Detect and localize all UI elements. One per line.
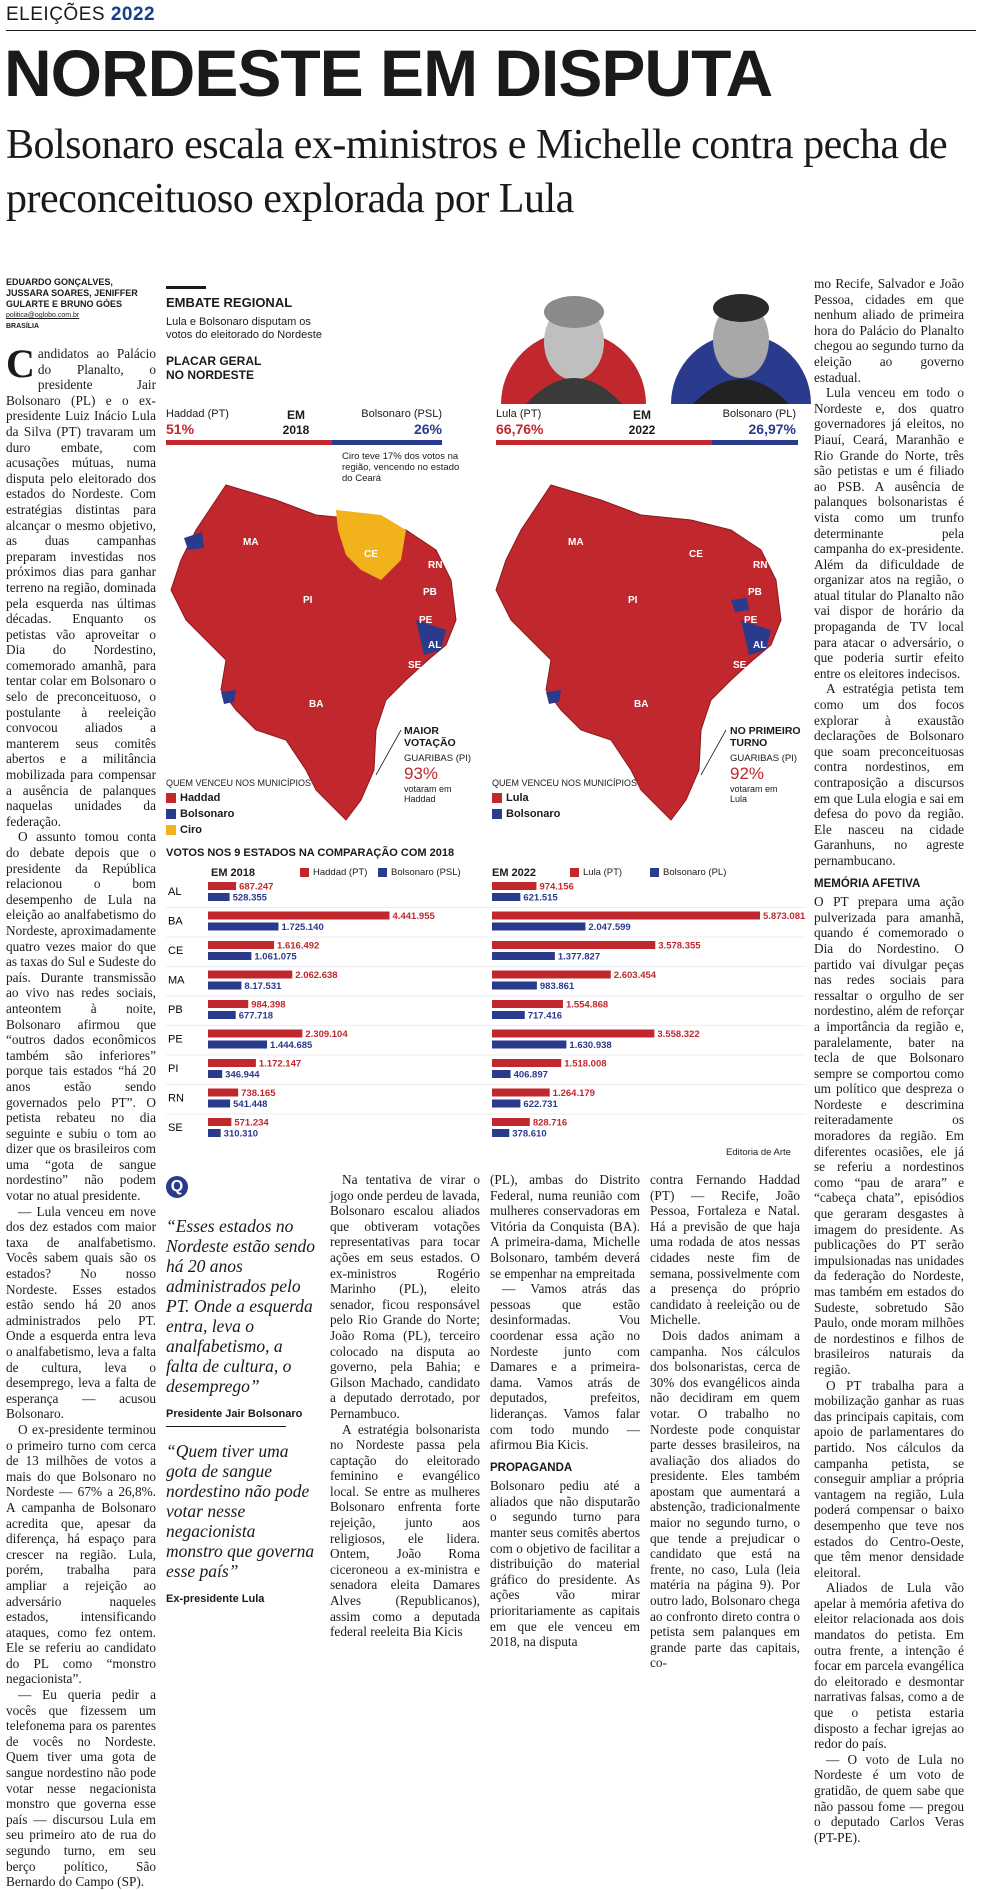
right-cand1: Lula (PT) xyxy=(496,408,542,420)
right-highlight-place: GUARIBAS (PI) xyxy=(730,753,798,764)
map-2018-blue-area xyxy=(221,690,236,704)
guaribas-pointer xyxy=(701,730,726,775)
bar-bolsonaro-pl-2022-ce xyxy=(492,952,555,960)
bar-value-label: 687.247 xyxy=(239,881,274,893)
paragraph: A estratégia bolsonarista no Nordeste passa pela captação do eleitorado feminino e evangélico local. Se entre as mulheres Bolsonaro enfrenta forte rejeição, junto aos religiosos, ele lidera. Ontem, João Roma ciceroneou a ex-ministra e senadora eleita Damares Alves (Republicanos), assim como a deputada federal reeleita Bia Kicis xyxy=(330,1421,480,1640)
bar-value-label: 1.616.492 xyxy=(277,940,320,952)
state-label-se: SE xyxy=(408,660,422,671)
infographic xyxy=(166,280,806,1160)
bar-value-label: 984.398 xyxy=(251,999,286,1011)
paragraph: O ex-presidente terminou o primeiro turno com cerca de 13 milhões de votos a mais do que Bolsonaro no Nordeste — 67% a 26,8%. A campanha de Bolsonaro acredita que, apesar da diferença, há espaço para crescer na região. Lula, porém, trabalha para ampliar a rejeição ao adversário naqueles estados, intensificando ataques, como fez ontem. Ele se referiu ao candidato do PL como “monstro negacionista”. xyxy=(6,1421,156,1687)
state-label-pi: PI xyxy=(303,595,313,606)
left-highlight-pct: 93% xyxy=(404,764,439,783)
bar-bolsonaro-psl-2018-pe xyxy=(208,1041,267,1049)
bars-left-legend-2: Bolsonaro (PSL) xyxy=(378,866,461,879)
state-label-ce: CE xyxy=(364,549,378,560)
paragraph: Na tentativa de virar o jogo onde perdeu de lavada, Bolsonaro escalou aliados que obtiveram votações representativas para tocar ações em seus estados. O ex-ministros Rogério Marinho (PL), eleito senador, ficou responsável pelo Rio Grande do Norte; João Roma (PL), terceiro colocado na disputa ao governo, pela Bahia; e Gilson Machado, candidato a deputado derrotado, por Pernambuco. xyxy=(330,1172,480,1421)
bar-value-label: 541.448 xyxy=(233,1099,268,1110)
bar-value-label: 1.061.075 xyxy=(254,951,297,963)
bar-value-label: 310.310 xyxy=(223,1128,259,1140)
bar-haddad-pt-2018-pb xyxy=(208,1000,248,1008)
bar-lula-pt-2022-ba xyxy=(492,912,760,920)
paragraph: — O voto de Lula no Nordeste é um voto de gratidão, de quem sabe que não passou fome — pregou o deputado Carlos Veras (PT-PE). xyxy=(814,1751,964,1845)
left-year-label: EM xyxy=(287,408,305,422)
bars-right-legend-2: Bolsonaro (PL) xyxy=(650,866,726,879)
legend-swatch-blue xyxy=(378,868,387,877)
bar-bolsonaro-pl-2022-al xyxy=(492,893,520,901)
kicker-label: ELEIÇÕES xyxy=(6,4,106,25)
paragraph: (PL), ambas do Distrito Federal, numa reunião com mulheres conservadoras em Vitória da Conquista (BA). A primeira-dama, Michelle Bolsonaro, também deverá se empenhar na empreitada xyxy=(490,1172,640,1281)
article-column-3 xyxy=(330,1172,480,1640)
bar-value-label: 1.725.140 xyxy=(281,922,324,933)
lula-portrait-icon xyxy=(496,282,651,404)
bar-lula-pt-2022-ce xyxy=(492,941,655,949)
bar-lula-pt-2022-pb xyxy=(492,1000,563,1008)
state-label-pi: PI xyxy=(628,595,638,606)
state-label-pe: PE xyxy=(419,615,433,626)
bar-category-label: PE xyxy=(168,1033,183,1046)
legend-swatch-red xyxy=(492,793,502,803)
quote-1: “Esses estados no Nordeste estão sendo há 20 anos administrados pelo PT. Onde a esquerda entra, leva o analfabetismo, a falta de cultura, o desemprego” xyxy=(166,1216,316,1396)
bar-bolsonaro-pl-2022-pe xyxy=(492,1041,566,1049)
article-column-4 xyxy=(490,1172,640,1650)
state-label-ce: CE xyxy=(689,549,703,560)
bars-chart xyxy=(166,880,806,1150)
right-cand1-pct: 66,76% xyxy=(496,421,544,437)
legend-swatch-blue xyxy=(650,868,659,877)
dropcap: C xyxy=(6,341,35,386)
left-legend-bolsonaro: Bolsonaro xyxy=(166,807,234,821)
legend-swatch-blue xyxy=(492,809,502,819)
bar-value-label: 571.234 xyxy=(234,1117,269,1129)
bar-value-label: 677.718 xyxy=(238,1010,274,1022)
bar-bolsonaro-psl-2018-ma xyxy=(208,982,241,990)
bar-value-label: 406.897 xyxy=(513,1069,548,1081)
bar-value-label: 1.377.827 xyxy=(557,951,601,963)
left-cand2-pct: 26% xyxy=(413,421,442,437)
map-2022-blue-area xyxy=(546,690,561,704)
quote-box xyxy=(166,1176,316,1605)
bar-value-label: 5.873.081 xyxy=(763,911,806,922)
legend-swatch-red xyxy=(570,868,579,877)
bar-lula-pt-2022-rn xyxy=(492,1089,550,1097)
infographic-title: EMBATE REGIONAL xyxy=(166,295,293,310)
bars-left-header: EM 2018 xyxy=(211,867,256,879)
bar-category-label: PB xyxy=(168,1004,183,1016)
paragraph: Lula venceu em todo o Nordeste e, dos quatro governadores já eleitos, no Piauí, Ceará, Maranhão e Rio Grande do Norte, três são petistas e um é filiado ao PSB. A ausência de palanques bolsonaristas é vista como um trunfo determinante pela campanha do ex-presidente. Além da dificuldade de organizar atos na região, o atual titular do Planalto não vai dispor de horário da propaganda de TV local para atacar o adversário, o que poderia surtir efeito entre os eleitores indecisos. xyxy=(814,385,964,681)
bar-bolsonaro-psl-2018-se xyxy=(208,1129,221,1137)
bar-value-label: 983.861 xyxy=(539,981,575,992)
state-label-rn: RN xyxy=(753,560,768,571)
left-year: 2018 xyxy=(282,423,310,437)
right-highlight-desc: votaram em Lula xyxy=(730,784,778,804)
kicker-year: 2022 xyxy=(110,4,156,25)
right-year-label: EM xyxy=(633,408,651,422)
guaribas-pointer xyxy=(376,730,401,775)
paragraph: O assunto tomou conta do debate depois que o presidente da República relacionou o bom desempenho de Lula na eleição ao analfabetismo do Nordeste, aproximadamente quatro vezes maior do que as taxas do Sul e Sudeste do país. Durante transmissão ao vivo nas redes sociais, anteontem à noite, Bolsonaro afirmou que “outros dados econômicos também são inferiores” porque tais estados “há 20 anos estão sendo governados pelo PT”. O petista rebateu no dia seguinte e subiu o tom ao dizer que os brasileiros com uma “gota de sangue nordestino” não podem votar no atual presidente. xyxy=(6,829,156,1204)
paragraph: mo Recife, Salvador e João Pessoa, cidades em que nenhum aliado de primeira hora do Palácio do Planalto chegou ao segundo turno da eleição ao governo estadual. xyxy=(814,276,964,385)
bar-value-label: 1.518.008 xyxy=(564,1058,607,1070)
left-legend-haddad: Haddad xyxy=(166,791,220,805)
bar-value-label: 1.264.179 xyxy=(552,1088,595,1099)
bar-lula-pt-2022-pi xyxy=(492,1059,561,1067)
right-bar-lula xyxy=(496,440,712,445)
left-cand1-pct: 51% xyxy=(166,421,195,437)
bar-value-label: 828.716 xyxy=(532,1117,568,1129)
bar-value-label: 8.17.531 xyxy=(244,981,282,992)
bar-bolsonaro-psl-2018-pi xyxy=(208,1070,222,1078)
bar-bolsonaro-psl-2018-ba xyxy=(208,923,278,931)
article-column-6 xyxy=(814,276,964,1845)
bar-haddad-pt-2018-ba xyxy=(208,912,390,920)
section-title-propaganda: PROPAGANDA xyxy=(490,1461,573,1474)
left-cand1: Haddad (PT) xyxy=(166,408,229,420)
bar-value-label: 1.630.938 xyxy=(569,1040,612,1051)
quote-2: “Quem tiver uma gota de sangue nordestino não pode votar nesse negacionista monstro que governa esse país” xyxy=(166,1441,315,1581)
legend-swatch-red xyxy=(166,793,176,803)
state-label-rn: RN xyxy=(428,560,443,571)
bar-haddad-pt-2018-pi xyxy=(208,1059,256,1067)
state-label-pb: PB xyxy=(748,587,762,598)
bar-value-label: 622.731 xyxy=(523,1099,558,1110)
bar-category-label: MA xyxy=(168,974,185,987)
byline xyxy=(6,277,156,332)
bar-value-label: 717.416 xyxy=(527,1010,563,1022)
bar-category-label: BA xyxy=(168,915,183,928)
bar-value-label: 4.441.955 xyxy=(392,911,435,922)
state-label-ma: MA xyxy=(243,537,259,548)
kicker-rule xyxy=(6,30,976,31)
quote-divider xyxy=(166,1426,286,1427)
paragraph: — Lula venceu em nove dos dez estados com maior taxa de analfabetismo. Vocês sabem quais são os estados? No nosso Nordeste. Esses estados estão sendo há 20 anos administrados pelo PT. Onde a esquerda entra leva o analfabetismo, leva a falta de cultura, leva o desemprego, leva a falta de esperança — acusou Bolsonaro. xyxy=(6,1203,156,1422)
placar-title: PLACAR GERAL NO NORDESTE xyxy=(166,354,262,382)
bars-title: VOTOS NOS 9 ESTADOS NA COMPARAÇÃO COM 2018 xyxy=(166,847,455,859)
right-highlight-title: NO PRIMEIRO TURNO xyxy=(730,725,801,749)
state-label-pe: PE xyxy=(744,615,758,626)
bar-haddad-pt-2018-rn xyxy=(208,1089,238,1097)
left-highlight-title: MAIOR VOTAÇÃO xyxy=(404,725,456,749)
quote-icon: Q xyxy=(166,1176,188,1198)
bar-value-label: 346.944 xyxy=(225,1069,260,1081)
bar-bolsonaro-psl-2018-rn xyxy=(208,1100,230,1108)
quote-1-attribution: Presidente Jair Bolsonaro xyxy=(166,1408,303,1420)
bar-bolsonaro-pl-2022-se xyxy=(492,1129,509,1137)
bar-category-label: CE xyxy=(168,945,184,957)
paragraph: andidatos ao Palácio do Planalto, o presidente Jair Bolsonaro (PL) e o ex-presidente Luiz Inácio Lula da Silva (PT) travaram um duro embate, com acusações mútuas, numa disputa pelo eleitorado dos estados do Nordeste. Com estratégias distintas para alcançar o mesmo objetivo, as duas campanhas preparam investidas nos próximos dias para ganhar terreno na região, dominada pela esquerda nas últimas décadas. Enquanto os petistas vão aproveitar o Dia do Nordestino, comemorado amanhã, para tentar colar em Bolsonaro o selo de preconceituoso, o postulante à reeleição convocou aliados a manterem seus comitês abertos e a militância mobilizada para compensar a ausência de palanques naquelas unidades da federação. xyxy=(6,346,156,829)
bar-lula-pt-2022-ma xyxy=(492,971,611,979)
left-highlight-place: GUARIBAS (PI) xyxy=(404,753,472,764)
subheadline: Bolsonaro escala ex-ministros e Michelle contra pecha de preconceituoso explorada por Lula xyxy=(6,122,948,222)
paragraph: — Vamos atrás das pessoas que estão desinformadas. Vou coordenar essa ação no Nordeste junto com Damares e a primeira-dama. Vamos atrás de deputados, prefeitos, lideranças. Vamos falar com todo mundo — afirmou Bia Kicis. xyxy=(490,1281,640,1453)
bar-haddad-pt-2018-se xyxy=(208,1118,231,1126)
state-label-ma: MA xyxy=(568,537,584,548)
right-cand2: Bolsonaro (PL) xyxy=(722,408,796,420)
credit: Editoria de Arte xyxy=(726,1147,791,1158)
bar-lula-pt-2022-al xyxy=(492,882,536,890)
right-legend-bolsonaro: Bolsonaro xyxy=(492,807,560,821)
paragraph: A estratégia petista tem como um dos focos explorar à exaustão declarações de Bolsonaro que soam preconceituosas contra nordestinos, em contraposição a discursos em que Lula elogia e sai em defesa do povo da região. Ele nasceu na cidade Garanhuns, no agreste pernambucano. xyxy=(814,681,964,868)
bar-value-label: 528.355 xyxy=(232,892,267,904)
section-kicker xyxy=(6,4,155,26)
state-label-al: AL xyxy=(753,640,767,651)
state-label-ba: BA xyxy=(634,699,649,710)
byline-email[interactable]: politica@oglobo.com.br xyxy=(6,312,80,319)
left-highlight-desc: votaram em Haddad xyxy=(404,784,452,804)
paragraph: Dois dados animam a campanha. Nos cálculos dos bolsonaristas, cerca de 30% dos evangélicos ainda não decidiram em quem votar. O trabalho no Nordeste pode conquistar parte desses brasileiros, na avaliação dos aliados do presidente. Eles também apostam que aumentará a abstenção, tradicionalmente maior no segundo turno, o que tende a prejudicar o candidato que está na frente, no caso, Lula (leia matéria na página 9). Por outro lado, Bolsonaro chega ao confronto direto contra o petista sem palanques em grande parte das capitais, co- xyxy=(650,1327,800,1671)
bar-value-label: 2.062.638 xyxy=(295,970,338,981)
left-cand2: Bolsonaro (PSL) xyxy=(361,408,442,420)
bar-haddad-pt-2018-ce xyxy=(208,941,274,949)
right-year: 2022 xyxy=(628,423,656,437)
right-bar-bolsonaro xyxy=(712,440,798,445)
bar-value-label: 738.165 xyxy=(241,1088,276,1099)
bar-category-label: RN xyxy=(168,1092,184,1105)
paragraph: O PT trabalha para a mobilização ganhar as ruas das principais capitais, com apoio de parlamentares do partido. Nos cálculos da campanha petista, se conseguir ampliar a própria vantagem na região, Lula poderá compensar o baixo desempenho que teve nos estados do Centro-Oeste, que têm menor densidade eleitoral. xyxy=(814,1377,964,1580)
bar-bolsonaro-pl-2022-pi xyxy=(492,1070,511,1078)
bolsonaro-photo xyxy=(671,282,811,404)
bar-haddad-pt-2018-al xyxy=(208,882,236,890)
article-column-1 xyxy=(6,341,156,1890)
infographic-subtitle: Lula e Bolsonaro disputam os votos do eleitorado do Nordeste xyxy=(166,316,322,341)
left-ciro-note: Ciro teve 17% dos votos na região, vencendo no estado do Ceará xyxy=(342,451,460,484)
legend-swatch-blue xyxy=(166,809,176,819)
bar-value-label: 2.309.104 xyxy=(305,1029,348,1040)
bars-right-header: EM 2022 xyxy=(492,867,537,879)
right-highlight-pct: 92% xyxy=(730,764,765,783)
infographic-rule xyxy=(166,286,206,289)
bar-value-label: 621.515 xyxy=(523,892,558,904)
lula-photo xyxy=(496,282,651,404)
section-title-memoria-afetiva: MEMÓRIA AFETIVA xyxy=(814,877,921,890)
bar-bolsonaro-pl-2022-rn xyxy=(492,1100,520,1108)
byline-authors: EDUARDO GONÇALVES, JUSSARA SOARES, JENIFFER GULARTE E BRUNO GÓES xyxy=(6,277,138,309)
bar-value-label: 1.172.147 xyxy=(258,1058,302,1070)
bar-value-label: 378.610 xyxy=(512,1128,547,1140)
state-label-se: SE xyxy=(733,660,747,671)
right-legend-lula: Lula xyxy=(492,791,529,805)
state-label-pb: PB xyxy=(423,587,437,598)
bar-value-label: 1.444.685 xyxy=(270,1040,313,1051)
bar-category-label: PI xyxy=(168,1063,179,1075)
state-label-al: AL xyxy=(428,640,442,651)
bar-value-label: 3.558.322 xyxy=(657,1029,700,1040)
paragraph: Aliados de Lula vão apelar à memória afetiva do eleitor relacionada aos dois mandatos do petista. Em outra frente, a intenção é focar em parcela evangélica do eleitorado e desmontar narrativas falsas, como a de que o petista estaria disposto a fechar igrejas ao redor do país. xyxy=(814,1580,964,1752)
bar-category-label: AL xyxy=(168,886,182,898)
article-column-5 xyxy=(650,1172,800,1671)
right-legend-title: QUEM VENCEU NOS MUNICÍPIOS xyxy=(492,778,638,788)
left-legend-ciro: Ciro xyxy=(166,823,202,837)
bars-left-legend-1: Haddad (PT) xyxy=(300,866,367,879)
right-cand2-pct: 26,97% xyxy=(748,421,796,437)
headline: NORDESTE EM DISPUTA xyxy=(4,36,773,110)
bar-lula-pt-2022-se xyxy=(492,1118,530,1126)
left-bar-bolsonaro xyxy=(332,440,442,445)
bar-bolsonaro-pl-2022-pb xyxy=(492,1011,525,1019)
paragraph: O PT prepara uma ação pulverizada para amanhã, quando é comemorado o Dia do Nordestino. O partido vai divulgar peças nas redes sociais para ressaltar o orgulho de ser nordestino, além de reforçar a importância da região e, paralelamente, bater na tecla de que Bolsonaro sempre se comportou como um político que despreza o Nordeste e descrimina reiteradamente os moradores da região. Em diferentes ocasiões, ele já se referiu a nordestinos como “pau de arara” e “cabeça chata”, episódios que geraram desgastes à imagem do presidente. As publicações do PT serão impulsionadas nas unidades da federação do Nordeste, mas também em estados do Sudeste, sobretudo São Paulo, onde moram milhões de nordestinos e filhos de brasileiros naturais da região. xyxy=(814,894,964,1377)
paragraph: contra Fernando Haddad (PT) — Recife, João Pessoa, Fortaleza e Natal. Há a previsão de que haja uma rodada de atos nessas cidades neste fim de semana, possivelmente com a presença do próprio candidato à reeleição ou de Michelle. xyxy=(650,1172,800,1328)
bar-haddad-pt-2018-ma xyxy=(208,971,292,979)
bar-value-label: 2.603.454 xyxy=(613,970,657,981)
left-bar-haddad xyxy=(166,440,332,445)
bars-right-legend-1: Lula (PT) xyxy=(570,866,622,879)
state-label-ba: BA xyxy=(309,699,324,710)
legend-swatch-yellow xyxy=(166,825,176,835)
bar-value-label: 3.578.355 xyxy=(658,940,701,952)
bar-bolsonaro-psl-2018-pb xyxy=(208,1011,236,1019)
left-legend-title: QUEM VENCEU NOS MUNICÍPIOS xyxy=(166,778,312,788)
legend-swatch-red xyxy=(300,868,309,877)
quote-2-attribution: Ex-presidente Lula xyxy=(166,1593,265,1605)
bar-bolsonaro-psl-2018-al xyxy=(208,893,230,901)
bar-bolsonaro-psl-2018-ce xyxy=(208,952,251,960)
bar-lula-pt-2022-pe xyxy=(492,1030,654,1038)
bar-value-label: 974.156 xyxy=(539,881,574,893)
bar-category-label: SE xyxy=(168,1122,183,1134)
bolsonaro-portrait-icon xyxy=(671,282,811,404)
bar-value-label: 1.554.868 xyxy=(565,999,609,1011)
byline-city: BRASÍLIA xyxy=(6,323,40,330)
bar-haddad-pt-2018-pe xyxy=(208,1030,302,1038)
bar-bolsonaro-pl-2022-ba xyxy=(492,923,585,931)
paragraph: — Eu queria pedir a vocês que fizessem um telefonema para os parentes de vocês no Nordeste. Quem tiver uma gota de sangue nordestino não pode votar nesse negacionista monstro que governa esse país — discursou Lula em seu primeiro ato de rua do segundo turno, em seu berço político, São Bernardo do Campo (SP). xyxy=(6,1687,156,1890)
bar-value-label: 2.047.599 xyxy=(588,922,631,933)
bar-bolsonaro-pl-2022-ma xyxy=(492,982,537,990)
paragraph: Bolsonaro pediu até a aliados que não disputarão o segundo turno para manter seus comitês abertos com o objetivo de facilitar a distribuição do material gráfico do presidente. As ações vão mirar prioritariamente as capitais em que ele venceu em 2018, na disputa xyxy=(490,1478,640,1650)
